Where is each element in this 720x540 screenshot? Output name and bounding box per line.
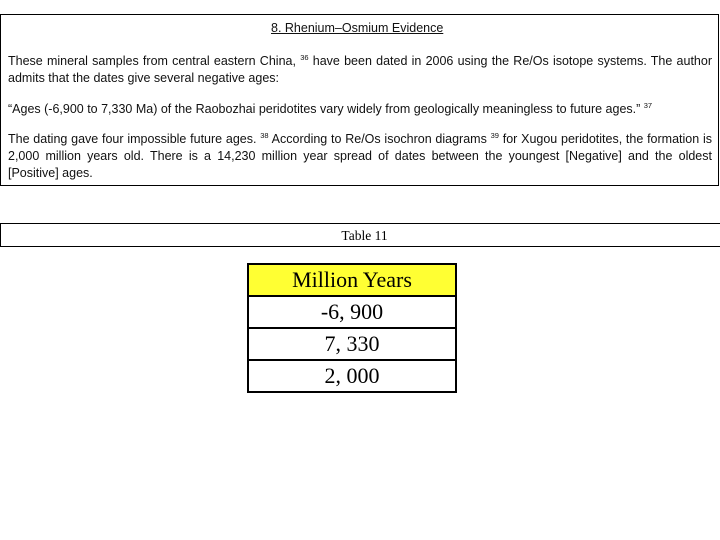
table-header-row [248, 264, 456, 296]
dating-text-b: According to Re/Os isochron diagrams [271, 132, 487, 146]
table-caption: Table 11 [341, 228, 388, 243]
dating-text-a: The dating gave four impossible future ages. [8, 132, 257, 146]
intro-text: These mineral samples from central eastern China, [8, 54, 296, 68]
quote-paragraph [8, 101, 712, 118]
table-row [248, 360, 456, 392]
footnote-ref-39: 39 [490, 130, 499, 140]
footnote-ref-36: 36 [300, 52, 309, 62]
intro-text-rest: have been dated in 2006 using the Re/Os isotope systems. The author admits that the dates give several negative ages: [8, 54, 712, 85]
table-caption-box [0, 223, 720, 247]
table-row [248, 296, 456, 328]
footnote-ref-37: 37 [643, 100, 653, 110]
rhenium-osmium-section [0, 14, 719, 186]
dating-text-c: for Xugou peridotites, the formation is 2,000 million years old. There is a 14,230 million year spread of dates between the youngest [Negative] and the oldest [Positive] ages. [8, 132, 712, 180]
table-header-cell: Million Years [248, 264, 456, 296]
table-cell: -6, 900 [248, 296, 456, 328]
table-cell: 2, 000 [248, 360, 456, 392]
footnote-ref-38: 38 [260, 130, 269, 140]
table-row [248, 328, 456, 360]
quote-text: “Ages (-6,900 to 7,330 Ma) of the Raobozhai peridotites vary widely from geologically meaningless to future ages.” [8, 102, 641, 116]
section-title: 8. Rhenium–Osmium Evidence [271, 21, 444, 35]
million-years-table [247, 263, 457, 393]
dating-paragraph [8, 131, 712, 182]
intro-paragraph [8, 53, 712, 87]
table-cell: 7, 330 [248, 328, 456, 360]
